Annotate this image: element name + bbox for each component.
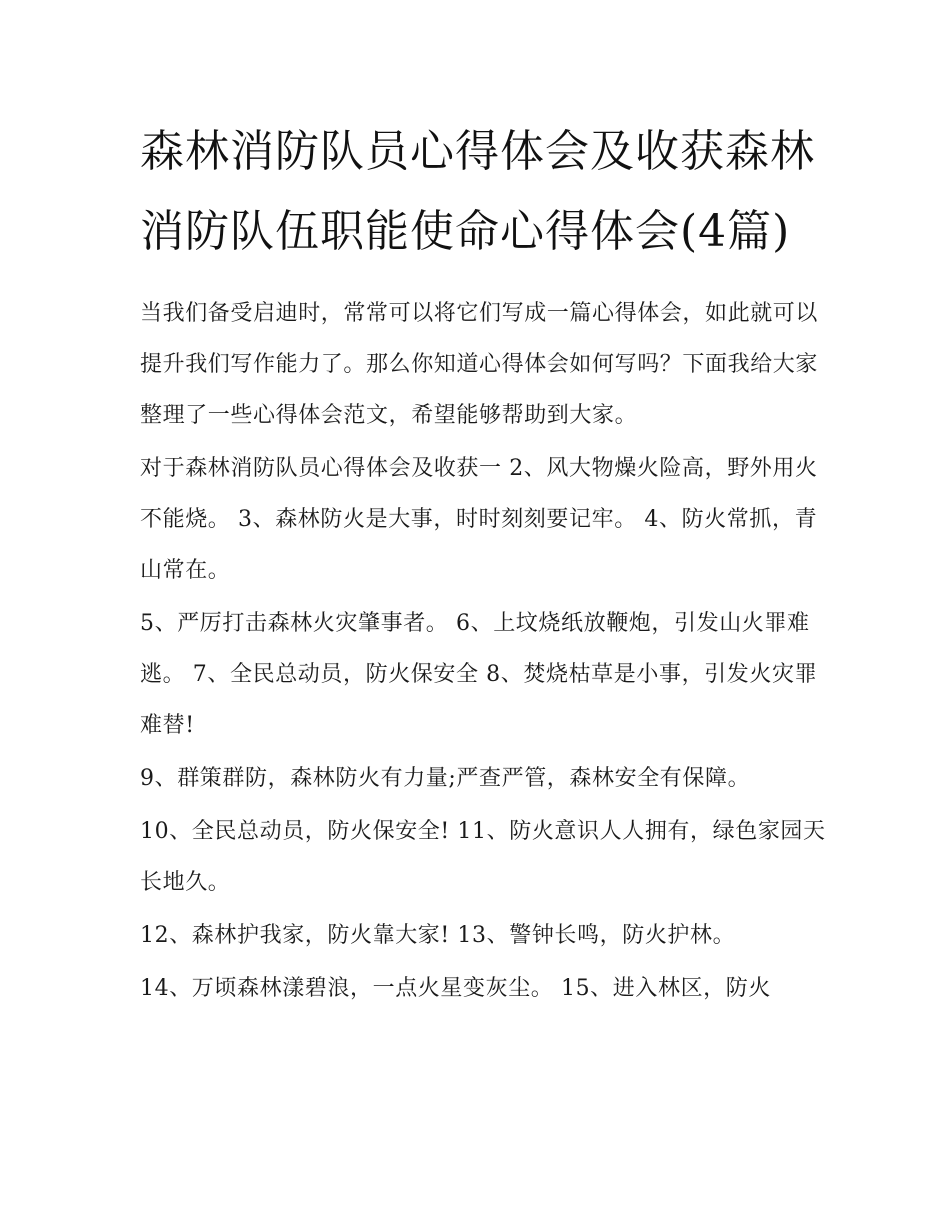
paragraph-intro: 当我们备受启迪时，常常可以将它们写成一篇心得体会，如此就可以提升我们写作能力了。那么你知道心得体会如何写吗？下面我给大家整理了一些心得体会范文，希望能够帮助到大家。 (140, 301, 819, 428)
paragraph-slogans-6: 14、万顷森林漾碧浪，一点火星变灰尘。 15、进入林区，防火 (140, 976, 771, 1001)
paragraph-slogans-3: 9、群策群防，森林防火有力量;严查严管，森林安全有保障。 (140, 766, 751, 791)
document-title: 森林消防队员心得体会及收获森林消防队伍职能使命心得体会(4篇) (140, 126, 815, 257)
document-content (140, 112, 830, 1016)
paragraph-slogans-1: 对于森林消防队员心得体会及收获一 2、风大物燥火险高，野外用火不能烧。 3、森林防火是大事，时时刻刻要记牢。 4、防火常抓，青山常在。 (140, 456, 818, 583)
paragraph-slogans-2: 5、严厉打击森林火灾肇事者。 6、上坟烧纸放鞭炮，引发山火罪难逃。 7、全民总动员，防火保安全 8、焚烧枯草是小事，引发火灾罪难替! (140, 611, 818, 738)
paragraph-slogans-4: 10、全民总动员，防火保安全! 11、防火意识人人拥有，绿色家园天长地久。 (140, 819, 826, 895)
paragraph-slogans-5: 12、森林护我家，防火靠大家! 13、警钟长鸣，防火护林。 (140, 923, 736, 948)
